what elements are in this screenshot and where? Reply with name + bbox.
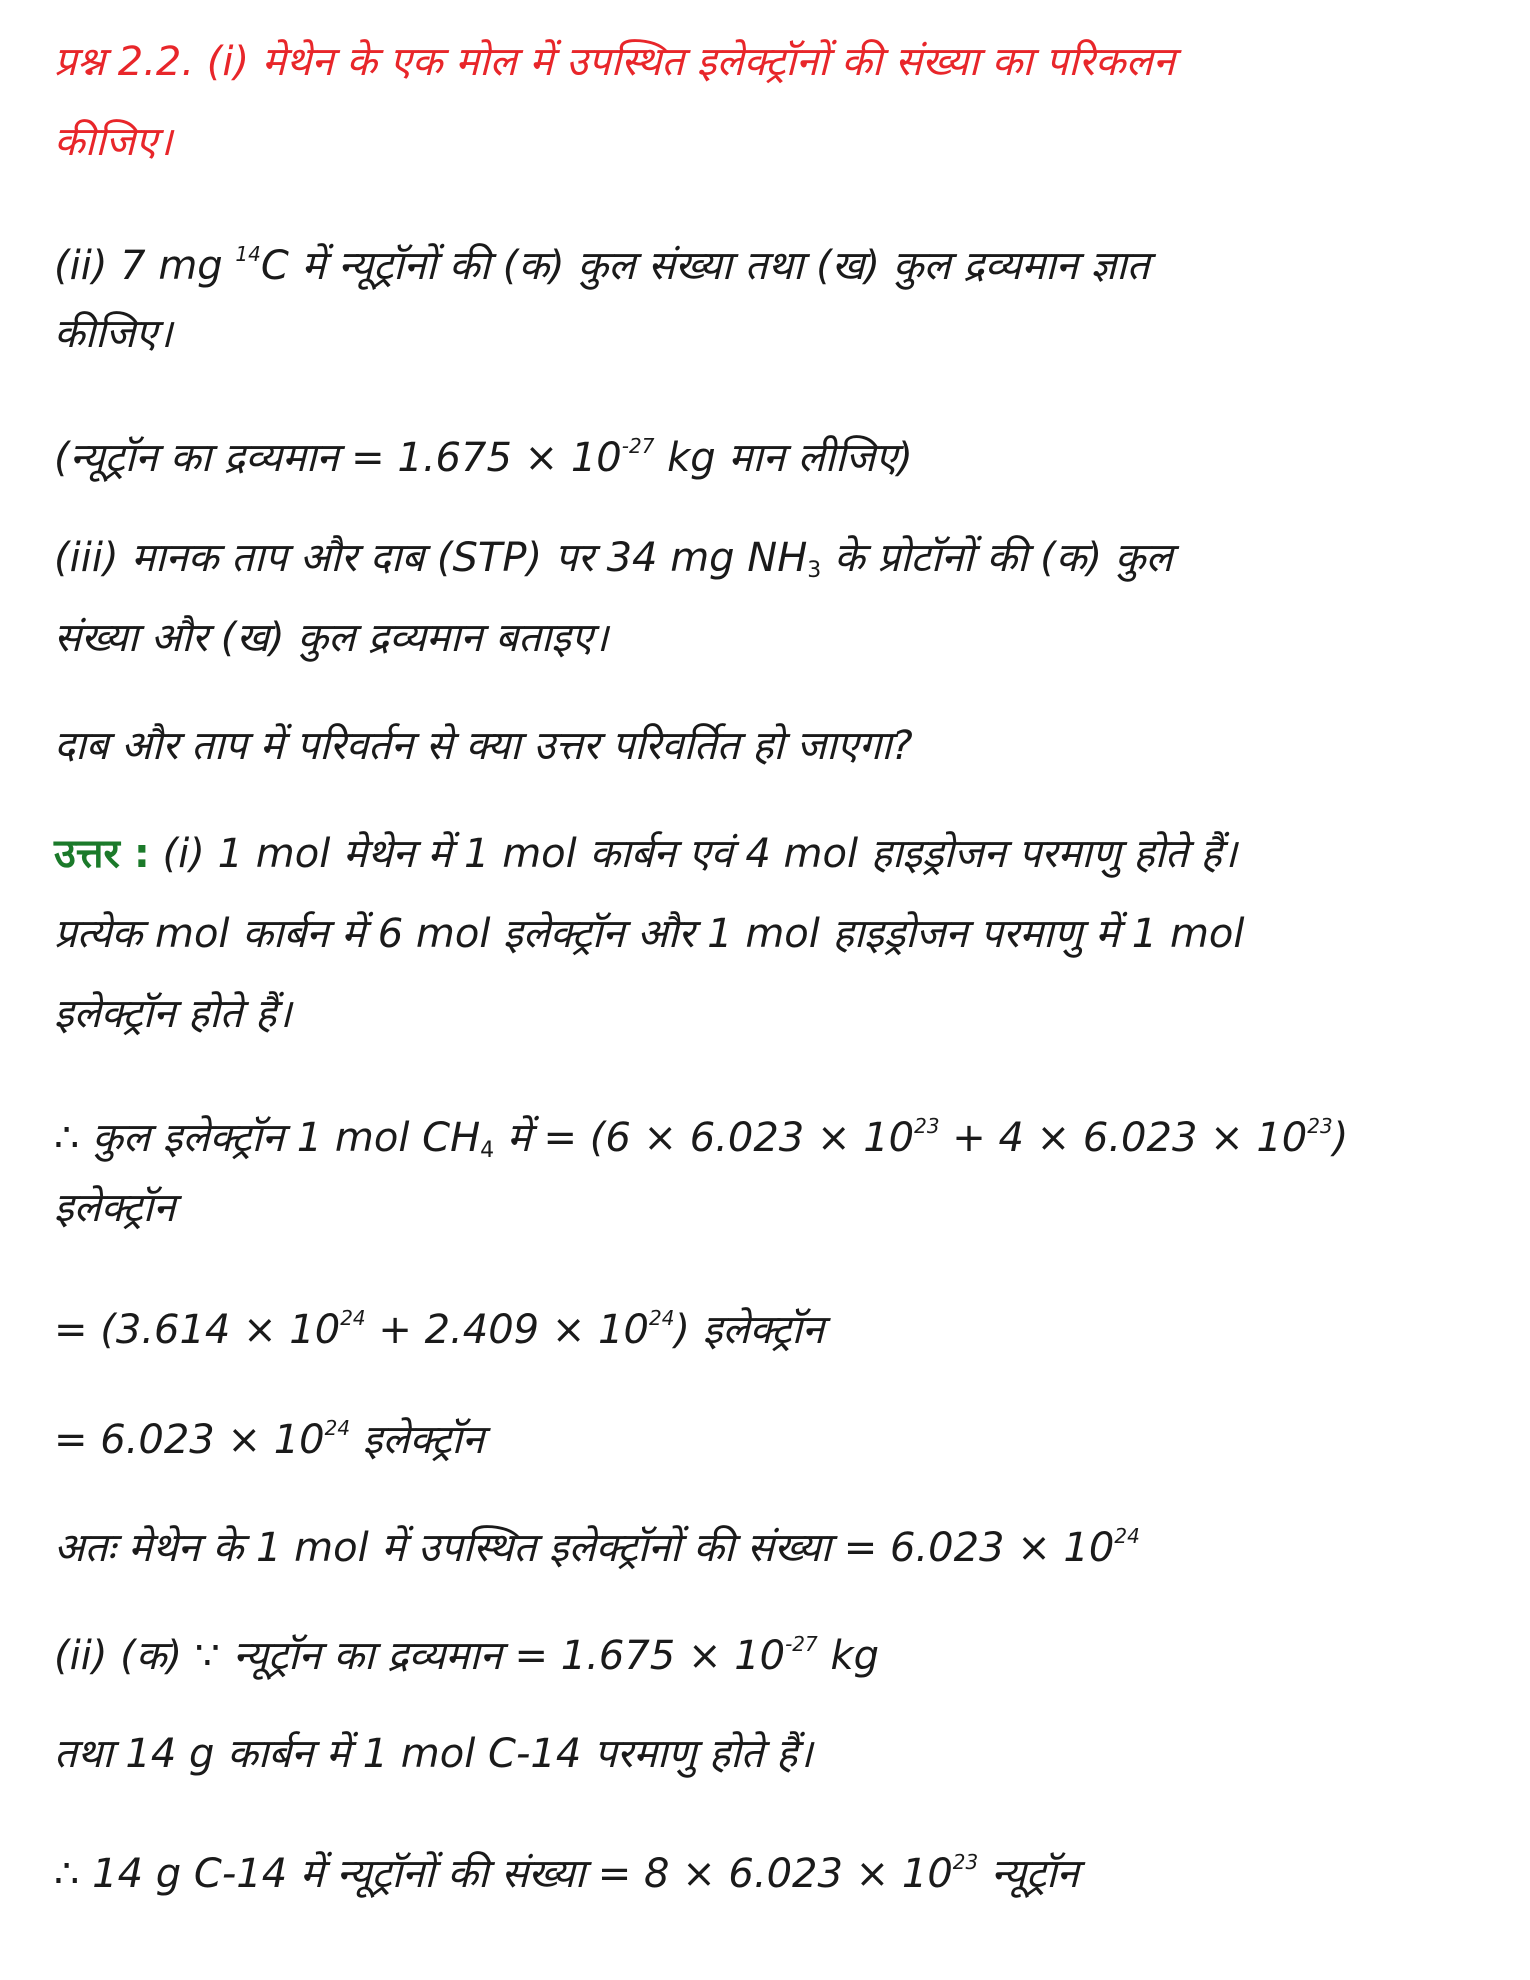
answer-line-10 — [54, 1726, 813, 1782]
superscript: 24 — [324, 1416, 351, 1440]
superscript: 23 — [1307, 1114, 1333, 1138]
text: ∴ 14 g C-14 में न्यूट्रॉनों की संख्या = 8 × 6.023 × 10 — [54, 1851, 953, 1897]
text: में = (6 × 6.023 × 10 — [494, 1115, 915, 1161]
question-ii-line-1 — [54, 226, 1149, 294]
text: न्यूट्रॉन — [978, 1851, 1079, 1897]
neutron-mass-note — [54, 418, 913, 486]
superscript: 24 — [648, 1306, 675, 1330]
text: ∴ कुल इलेक्ट्रॉन 1 mol CH — [54, 1115, 481, 1161]
superscript: 24 — [1114, 1524, 1140, 1548]
text: प्रत्येक mol कार्बन में 6 mol इलेक्ट्रॉन और 1 mol हाइड्रोजन परमाणु में 1 mol — [54, 911, 1245, 957]
text: इलेक्ट्रॉन होते हैं। — [54, 991, 292, 1037]
text: kg मान लीजिए) — [654, 435, 913, 481]
text: तथा 14 g कार्बन में 1 mol C-14 परमाणु होते हैं। — [54, 1731, 813, 1777]
subscript: 3 — [807, 558, 822, 583]
answer-line-11 — [54, 1834, 1079, 1902]
question-iii-line-2 — [54, 610, 608, 666]
text: (i) 1 mol मेथेन में 1 mol कार्बन एवं 4 mol हाइड्रोजन परमाणु होते हैं। — [149, 831, 1237, 877]
text: संख्या और (ख) कुल द्रव्यमान बताइए। — [54, 615, 609, 661]
text: + 4 × 6.023 × 10 — [939, 1115, 1308, 1161]
superscript: -27 — [621, 434, 655, 458]
text: = (3.614 × 10 — [54, 1307, 341, 1353]
text: दाब और ताप में परिवर्तन से क्या उत्तर परिवर्तित हो जाएगा? — [54, 723, 913, 769]
text: इलेक्ट्रॉन — [350, 1417, 485, 1463]
question-text: कीजिए। — [54, 119, 173, 165]
subscript: 4 — [480, 1138, 495, 1163]
answer-line-6 — [54, 1290, 824, 1358]
text: इलेक्ट्रॉन — [54, 1185, 176, 1231]
answer-line-9 — [54, 1616, 879, 1684]
answer-line-3 — [54, 986, 292, 1042]
text: kg — [817, 1633, 880, 1679]
text: ) — [1332, 1115, 1349, 1161]
question-ii-line-2 — [54, 306, 172, 362]
superscript: 24 — [340, 1306, 366, 1330]
answer-line-5 — [54, 1180, 175, 1236]
text: (ii) 7 mg — [54, 243, 236, 289]
answer-line-8 — [54, 1508, 1140, 1576]
answer-line-4 — [54, 1098, 1348, 1179]
superscript: 23 — [914, 1114, 940, 1138]
superscript: 14 — [235, 242, 261, 266]
text: = 6.023 × 10 — [54, 1417, 325, 1463]
answer-line-7 — [54, 1400, 484, 1468]
answer-line-2 — [54, 906, 1245, 962]
question-iii-line-1 — [54, 530, 1173, 599]
text: के प्रोटॉनों की (क) कुल — [821, 535, 1173, 581]
text: (ii) (क) ∵ न्यूट्रॉन का द्रव्यमान = 1.675 × 10 — [54, 1633, 786, 1679]
text: (न्यूट्रॉन का द्रव्यमान = 1.675 × 10 — [54, 435, 622, 481]
text: अतः मेथेन के 1 mol में उपस्थित इलेक्ट्रॉनों की संख्या = 6.023 × 10 — [54, 1525, 1115, 1571]
answer-line-1 — [54, 826, 1237, 882]
answer-label: उत्तर : — [54, 831, 150, 877]
text: कीजिए। — [54, 311, 173, 357]
text: C में न्यूट्रॉनों की (क) कुल संख्या तथा (ख) कुल द्रव्यमान ज्ञात — [260, 243, 1150, 289]
superscript: -27 — [785, 1632, 818, 1656]
question-text: प्रश्न 2.2. (i) मेथेन के एक मोल में उपस्थित इलेक्ट्रॉनों की संख्या का परिकलन — [54, 39, 1175, 85]
text: ) इलेक्ट्रॉन — [674, 1307, 825, 1353]
superscript: 23 — [952, 1850, 979, 1874]
text: (iii) मानक ताप और दाब (STP) पर 34 mg NH — [54, 535, 808, 581]
question-line-2 — [54, 114, 172, 170]
text: + 2.409 × 10 — [365, 1307, 649, 1353]
question-iii-line-3 — [54, 718, 913, 774]
question-line-1 — [54, 34, 1175, 90]
